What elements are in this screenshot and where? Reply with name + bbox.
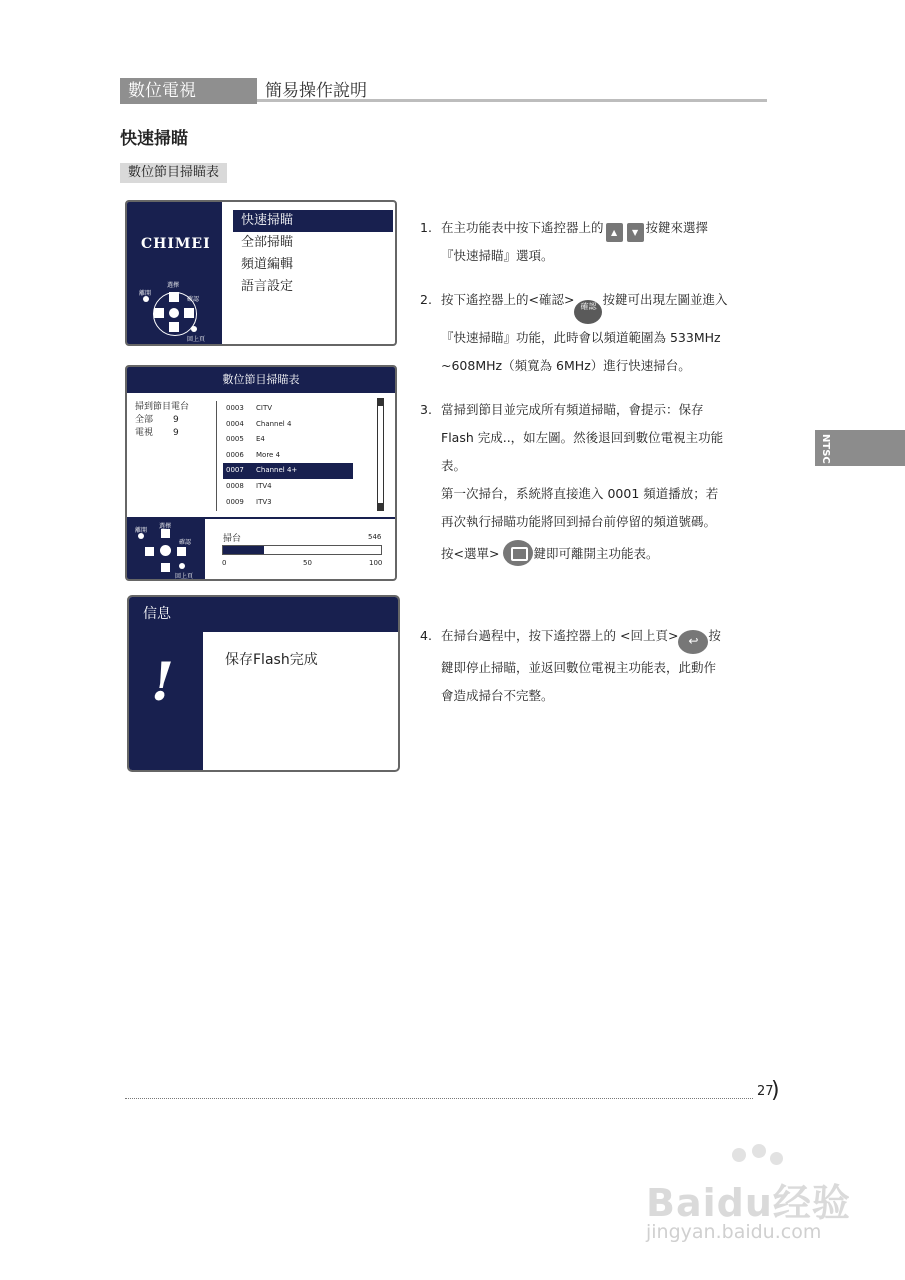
dpad-center <box>160 545 171 556</box>
scan-screen <box>125 365 397 581</box>
step-text: 當掃到節目並完成所有頻道掃瞄，會提示：保存 <box>441 402 704 417</box>
step-text: 鍵即停止掃瞄，並返回數位電視主功能表，此動作 <box>441 660 717 675</box>
watermark-paw-icon <box>732 1148 746 1162</box>
brand-logo: CHIMEI <box>141 236 211 252</box>
dpad-up <box>169 292 179 302</box>
channel-row[interactable] <box>223 495 353 511</box>
page-number: 27 <box>757 1084 774 1099</box>
remote-label-back: 回上頁 <box>175 573 194 580</box>
step-4 <box>420 622 768 710</box>
menu-button-icon <box>503 540 533 566</box>
channel-row[interactable] <box>223 432 353 448</box>
menu-screen <box>125 200 397 346</box>
exclamation-icon: ! <box>151 652 174 713</box>
stats-label: 電視 <box>135 428 154 438</box>
remote-label-exit: 離開 <box>139 290 152 297</box>
channel-row[interactable] <box>223 479 353 495</box>
step-text: 再次執行掃瞄功能將回到掃台前停留的頻道號碼。 <box>441 514 717 529</box>
menu-item-language[interactable]: 語言設定 <box>241 279 294 294</box>
remote-side-panel <box>127 519 205 581</box>
channel-row-selected[interactable] <box>223 463 353 479</box>
channel-name: ITV3 <box>256 497 272 506</box>
progress-tick: 0 <box>222 559 227 567</box>
menu-item-full-scan[interactable]: 全部掃瞄 <box>241 235 294 250</box>
main-menu-list <box>233 210 393 298</box>
channel-name: Channel 4+ <box>256 466 298 475</box>
step-text: 按 <box>708 628 721 643</box>
back-dot <box>191 326 197 332</box>
channel-number: 0007 <box>226 466 244 475</box>
ntsc-side-tab <box>815 430 905 466</box>
remote-diagram <box>135 523 201 579</box>
menu-side-panel <box>127 202 222 344</box>
scroll-down-arrow-icon[interactable] <box>378 503 383 510</box>
step-number: 1. <box>420 220 432 235</box>
step-2 <box>420 286 768 380</box>
remote-label-select: 選擇 <box>159 523 172 530</box>
stats-row <box>135 427 189 440</box>
remote-label-exit: 離開 <box>135 527 148 534</box>
scroll-up-arrow-icon[interactable] <box>378 399 383 406</box>
step-1 <box>420 214 768 270</box>
remote-label-back: 回上頁 <box>187 336 206 343</box>
channel-number: 0005 <box>226 435 244 444</box>
watermark-url: jingyan.baidu.com <box>646 1221 822 1243</box>
step-text: 鍵即可離開主功能表。 <box>533 546 659 561</box>
channel-number: 0006 <box>226 450 244 459</box>
dpad-left <box>154 308 164 318</box>
dpad-right <box>184 308 194 318</box>
page-bracket: ) <box>771 1078 780 1103</box>
channel-number: 0008 <box>226 481 244 490</box>
dpad-down <box>161 563 170 572</box>
dpad-up <box>161 529 170 538</box>
step-3 <box>420 396 768 568</box>
scan-progress-fill <box>223 546 264 554</box>
stats-value: 9 <box>173 415 179 425</box>
list-divider <box>216 401 217 511</box>
stats-row <box>135 414 189 427</box>
channel-row[interactable] <box>223 417 353 433</box>
dpad-center <box>169 308 179 318</box>
step-text: 第一次掃台，系統將直接進入 0001 頻道播放；若 <box>441 486 719 501</box>
progress-tick: 50 <box>303 559 312 567</box>
side-tab-label: NTSC <box>820 434 831 464</box>
scan-screen-title: 數位節目掃瞄表 <box>127 367 395 393</box>
section-subtitle: 簡易操作說明 <box>257 78 767 102</box>
step-text: 在掃台過程中，按下遙控器上的 <回上頁> <box>441 628 679 643</box>
channel-name: Channel 4 <box>256 419 292 428</box>
channel-scrollbar[interactable] <box>377 398 384 511</box>
sub-heading: 數位節目掃瞄表 <box>120 163 227 183</box>
section-header: 數位電視 <box>120 78 257 104</box>
page-title: 快速掃瞄 <box>120 129 188 149</box>
channel-name: E4 <box>256 435 265 444</box>
channel-name: CITV <box>256 404 273 412</box>
menu-item-quick-scan[interactable]: 快速掃瞄 <box>233 210 393 232</box>
step-text: 按鍵可出現左圖並進入 <box>602 292 728 307</box>
confirm-button-icon: 確認 <box>574 300 602 324</box>
dpad-left <box>145 547 154 556</box>
dpad-down <box>169 322 179 332</box>
menu-item-channel-edit[interactable]: 頻道編輯 <box>241 257 294 272</box>
step-number: 3. <box>420 402 432 417</box>
remote-diagram <box>139 278 211 343</box>
back-button-icon: ↩ <box>678 630 708 654</box>
back-dot <box>179 563 185 569</box>
watermark-brand: Baidu经验 <box>646 1181 851 1225</box>
scan-count: 546 <box>368 533 382 541</box>
step-text: 表。 <box>441 458 467 473</box>
stats-label: 全部 <box>135 415 154 425</box>
channel-name: More 4 <box>256 450 281 459</box>
channel-number: 0009 <box>226 497 244 506</box>
channel-row[interactable] <box>223 448 353 464</box>
step-text: 按鍵來選擇 <box>645 220 709 235</box>
step-text: 在主功能表中按下遙控器上的 <box>441 220 604 235</box>
step-text: Flash 完成..，如左圖。然後退回到數位電視主功能 <box>441 430 724 445</box>
up-arrow-button-icon: ▲ <box>606 223 623 242</box>
info-message: 保存Flash完成 <box>225 652 318 668</box>
stats-value: 9 <box>173 428 179 438</box>
step-number: 2. <box>420 292 432 307</box>
watermark-paw-icon <box>770 1152 783 1165</box>
stats-header: 掃到節目電台 <box>135 402 190 412</box>
channel-name: ITV4 <box>256 481 272 490</box>
footer-dotted-line <box>125 1098 753 1099</box>
channel-list <box>223 401 353 510</box>
step-number: 4. <box>420 628 432 643</box>
channel-number: 0004 <box>226 419 244 428</box>
scan-label: 掃台 <box>223 534 242 544</box>
channel-number: 0003 <box>226 404 244 412</box>
step-text: 『快速掃瞄』選項。 <box>441 248 554 263</box>
scan-stats <box>135 401 189 440</box>
dpad-right <box>177 547 186 556</box>
down-arrow-button-icon: ▼ <box>627 223 644 242</box>
step-text: 按<選單> <box>441 546 500 561</box>
info-screen <box>127 595 400 772</box>
remote-label-select: 選擇 <box>167 282 180 289</box>
watermark-paw-icon <box>752 1144 766 1158</box>
remote-label-ok: 確認 <box>187 296 200 303</box>
step-text: ~608MHz（頻寬為 6MHz）進行快速掃台。 <box>441 358 691 373</box>
step-text: 『快速掃瞄』功能，此時會以頻道範圍為 533MHz <box>441 330 721 345</box>
step-text: 會造成掃台不完整。 <box>441 688 554 703</box>
channel-row[interactable] <box>223 401 353 417</box>
step-text: 按下遙控器上的<確認> <box>441 292 575 307</box>
remote-label-ok: 確認 <box>179 539 192 546</box>
progress-tick: 100 <box>369 559 383 567</box>
info-title: 信息 <box>129 597 398 632</box>
